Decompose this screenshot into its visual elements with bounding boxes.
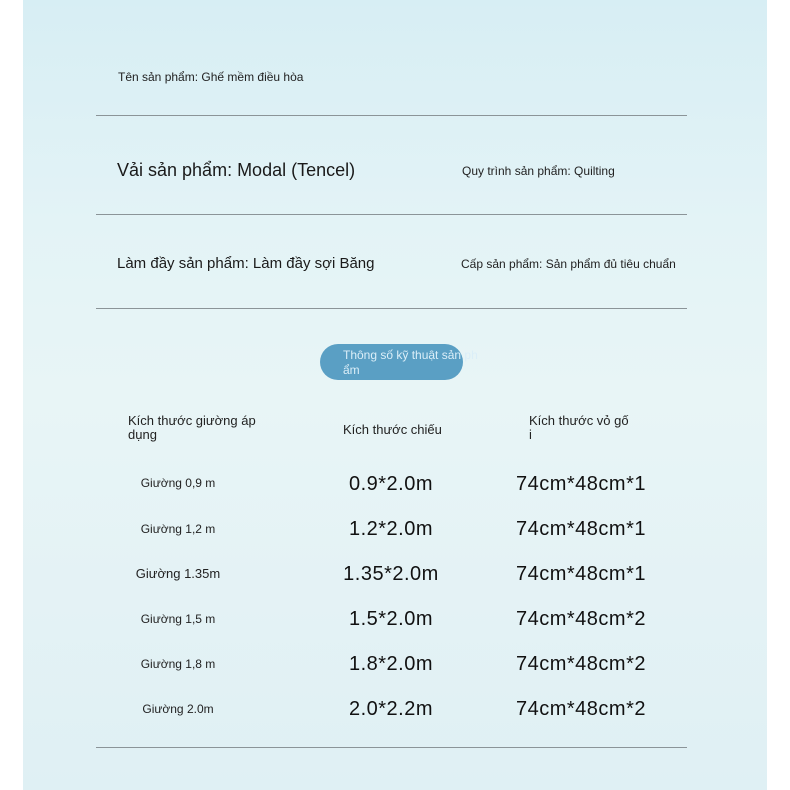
product-name-line: Tên sản phẩm: Ghế mềm điều hòa xyxy=(118,70,304,84)
product-process-line: Quy trình sản phẩm: Quilting xyxy=(462,164,615,178)
pillow-size-cell: 74cm*48cm*1 xyxy=(515,518,646,540)
pillow-size-cell: 74cm*48cm*2 xyxy=(515,608,646,630)
specs-badge-label: Thông số kỹ thuật sản phẩm xyxy=(343,348,478,377)
specs-badge xyxy=(320,344,478,380)
pillow-size-cell: 74cm*48cm*2 xyxy=(515,698,646,720)
mat-size-cell: 1.8*2.0m xyxy=(348,653,434,675)
bed-size-cell: Giường 1,8 m xyxy=(140,657,216,671)
bed-size-cell: Giường 2.0m xyxy=(142,702,214,716)
pillow-size-cell: 74cm*48cm*2 xyxy=(515,653,646,675)
mat-size-cell: 1.5*2.0m xyxy=(348,608,434,630)
mat-size-cell: 1.35*2.0m xyxy=(343,563,439,585)
pillow-size-cell: 74cm*48cm*1 xyxy=(515,473,646,495)
header-pillow-size: Kích thước vỏ gối xyxy=(529,413,629,442)
pillow-size-cell: 74cm*48cm*1 xyxy=(515,563,646,585)
product-fabric-line: Vải sản phẩm: Modal (Tencel) xyxy=(117,160,356,180)
header-bed-size: Kích thước giường áp dụng xyxy=(128,413,256,442)
divider xyxy=(96,747,687,748)
mat-size-cell: 0.9*2.0m xyxy=(348,473,434,495)
bed-size-cell: Giường 0,9 m xyxy=(140,476,216,490)
product-filling-line: Làm đầy sản phẩm: Làm đầy sợi Băng xyxy=(117,255,375,272)
header-mat-size: Kích thước chiếu xyxy=(343,422,442,437)
bed-size-cell: Giường 1,2 m xyxy=(140,522,216,536)
divider xyxy=(96,308,687,309)
divider xyxy=(96,115,687,116)
mat-size-cell: 1.2*2.0m xyxy=(348,518,434,540)
product-spec-page xyxy=(23,0,767,790)
mat-size-cell: 2.0*2.2m xyxy=(348,698,434,720)
bed-size-cell: Giường 1.35m xyxy=(135,566,221,581)
divider xyxy=(96,214,687,215)
product-grade-line: Cấp sản phẩm: Sản phẩm đủ tiêu chuẩn xyxy=(461,257,676,271)
bed-size-cell: Giường 1,5 m xyxy=(140,612,216,626)
